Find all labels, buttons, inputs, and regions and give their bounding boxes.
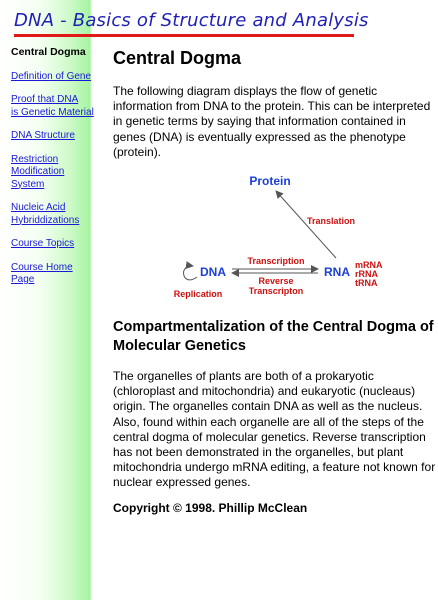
page-title: Central Dogma <box>113 48 242 68</box>
intro-paragraph: The following diagram displays the flow of genetic information from DNA to the protein. This can be interpreted in genetic terms by saying that information contained in genes (DNA) is eventually expressed as the phenotype (protein). <box>113 84 431 159</box>
page-banner <box>14 10 434 40</box>
sidebar-link-course-home-page[interactable] <box>11 262 99 287</box>
sidebar-link-course-topics[interactable] <box>11 238 99 251</box>
sidebar-link-dna-structure[interactable] <box>11 130 99 143</box>
reverse-label: Reverse <box>258 276 294 286</box>
sidebar-link-nucleic-acid-hybridizations[interactable] <box>11 202 99 227</box>
sidebar-nav <box>11 46 99 298</box>
sidebar-link-line: Modification <box>11 166 65 177</box>
sidebar-link-definition-of-gene[interactable] <box>11 71 99 84</box>
main-content <box>113 46 435 160</box>
transcription-label: Transcription <box>247 256 305 266</box>
copyright-notice: Copyright © 1998. Phillip McClean <box>113 501 308 515</box>
sidebar-link-line: Restriction <box>11 153 59 165</box>
replication-arrow <box>184 266 197 280</box>
sidebar-link-line: Nucleic Acid <box>11 202 66 213</box>
trna-label: tRNA <box>355 278 378 288</box>
rna-label: RNA <box>324 265 350 279</box>
banner-underline <box>14 34 354 37</box>
translation-label: Translation <box>307 216 356 226</box>
rrna-label: rRNA <box>355 269 379 279</box>
sidebar-link-line: Page <box>11 274 35 285</box>
central-dogma-diagram <box>160 168 400 308</box>
section-heading: Compartmentalization of the Central Dogma of Molecular Genetics <box>113 319 434 354</box>
banner-title: DNA - Basics of Structure and Analysis <box>14 10 369 31</box>
transcripton-label: Transcripton <box>248 286 304 296</box>
mrna-label: mRNA <box>355 260 383 270</box>
sidebar-current-page: Central Dogma <box>11 46 86 58</box>
organelles-paragraph: The organelles of plants are both of a prokaryotic (chloroplast and mitochondria) and eukaryotic (nucleaus) origin. The organelles contain DNA as well as the nucleus. Also, found within each organelle are all of the steps of the central dogma of molecular genetics. Reverse transcription has not been demonstrated in the organelles, but plant mitochondria undergo mRNA editing, a feature not known for nuclear expressed genes. <box>113 369 436 490</box>
sidebar-link-line: System <box>11 178 45 190</box>
sidebar-link-line: is Genetic Material <box>11 106 94 118</box>
dna-label: DNA <box>200 265 226 279</box>
sidebar-link-line: DNA Structure <box>11 130 75 141</box>
sidebar-link-line: Definition of Gene <box>11 70 92 82</box>
protein-label: Protein <box>249 174 291 188</box>
sidebar-link-restriction-modification-system[interactable] <box>11 154 99 192</box>
sidebar-link-line: Course Home <box>11 261 73 273</box>
sidebar-link-proof-dna-genetic-material[interactable] <box>11 94 99 119</box>
replication-label: Replication <box>173 289 223 299</box>
sidebar-link-line: Proof that DNA <box>11 94 79 105</box>
sidebar-link-line: Course Topics <box>11 238 75 249</box>
sidebar-link-line: Hybriddizations <box>11 214 80 226</box>
